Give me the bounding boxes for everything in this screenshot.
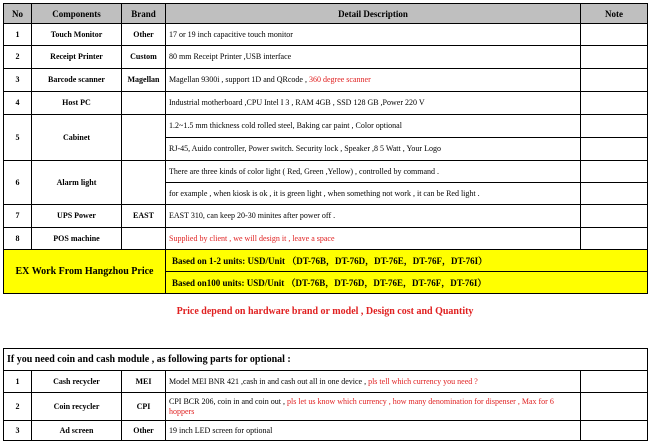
row-component: POS machine	[32, 228, 122, 250]
row-note	[581, 371, 648, 393]
optional-parts-title-row	[4, 349, 648, 371]
row-no: 5	[4, 115, 32, 161]
row-component: Receipt Printer	[32, 46, 122, 69]
row-no: 2	[4, 393, 32, 421]
detail-text: CPI BCR 206, coin in and coin out ,	[169, 396, 287, 406]
row-detail	[166, 393, 581, 421]
row-no: 4	[4, 92, 32, 115]
row-detail: EAST 310, can keep 20-30 minites after power off .	[166, 205, 581, 228]
row-component: UPS Power	[32, 205, 122, 228]
table-row	[4, 115, 648, 138]
price-1-2-units: Based on 1-2 units: USD/Unit （DT-76B，DT-76D，DT-76E，DT-76F，DT-76I）	[166, 250, 648, 272]
table-row	[4, 24, 648, 46]
row-component: Touch Monitor	[32, 24, 122, 46]
row-no: 3	[4, 421, 32, 441]
row-detail	[166, 371, 581, 393]
detail-highlight: 360 degree scanner	[308, 75, 371, 84]
table-row	[4, 393, 648, 421]
row-note	[581, 24, 648, 46]
table-row	[4, 228, 648, 250]
row-component: Cash recycler	[32, 371, 122, 393]
row-note	[581, 92, 648, 115]
row-component: Alarm light	[32, 161, 122, 205]
row-note	[581, 138, 648, 161]
row-note	[581, 205, 648, 228]
row-detail: 80 mm Receipt Printer ,USB interface	[166, 46, 581, 69]
table-row	[4, 161, 648, 183]
row-component: Coin recycler	[32, 393, 122, 421]
row-note	[581, 161, 648, 183]
optional-parts-title: If you need coin and cash module , as following parts for optional :	[4, 349, 648, 371]
row-detail: Supplied by client , we will design it , leave a space	[166, 228, 581, 250]
row-detail: Industrial motherboard ,CPU Intel I 3 , RAM 4GB , SSD 128 GB ,Power 220 V	[166, 92, 581, 115]
row-component: Barcode scanner	[32, 69, 122, 92]
table-row	[4, 371, 648, 393]
row-brand	[122, 92, 166, 115]
row-no: 2	[4, 46, 32, 69]
header-note: Note	[581, 4, 648, 24]
row-note	[581, 46, 648, 69]
row-note	[581, 115, 648, 138]
row-no: 6	[4, 161, 32, 205]
detail-highlight: pls tell which currency you need ?	[368, 376, 478, 386]
row-no: 7	[4, 205, 32, 228]
row-brand: Other	[122, 24, 166, 46]
price-100-units: Based on100 units: USD/Unit （DT-76B，DT-76D，DT-76E，DT-76F，DT-76I）	[166, 272, 648, 294]
header-components: Components	[32, 4, 122, 24]
row-component: Cabinet	[32, 115, 122, 161]
row-no: 1	[4, 24, 32, 46]
detail-text: Model MEI BNR 421 ,cash in and cash out all in one device ,	[169, 376, 369, 386]
row-brand: Custom	[122, 46, 166, 69]
spec-table-header	[4, 4, 648, 24]
row-brand: Other	[122, 421, 166, 441]
row-detail: 19 inch LED screen for optional	[166, 421, 581, 441]
row-detail	[166, 69, 581, 92]
header-no: No	[4, 4, 32, 24]
table-row	[4, 46, 648, 69]
row-brand	[122, 161, 166, 205]
row-brand: CPI	[122, 393, 166, 421]
row-component: Host PC	[32, 92, 122, 115]
price-row	[4, 250, 648, 272]
table-row	[4, 92, 648, 115]
row-detail: There are three kinds of color light ( Red, Green ,Yellow) , controlled by command .	[166, 161, 581, 183]
header-brand: Brand	[122, 4, 166, 24]
row-brand	[122, 115, 166, 161]
row-note	[581, 228, 648, 250]
row-note	[581, 393, 648, 421]
price-label: EX Work From Hangzhou Price	[4, 250, 166, 294]
table-row	[4, 205, 648, 228]
price-note: Price depend on hardware brand or model , Design cost and Quantity	[176, 306, 474, 317]
table-row	[4, 421, 648, 441]
detail-text: Magellan 9300i , support 1D and QRcode ,	[169, 75, 309, 84]
row-detail: 1.2~1.5 mm thickness cold rolled steel, Baking car paint , Color optional	[166, 115, 581, 138]
header-detail: Detail Description	[166, 4, 581, 24]
row-brand: Magellan	[122, 69, 166, 92]
detail-highlight: pls let us know which currency , how many denomination for dispenser , Max for 6 hoppers	[169, 396, 554, 416]
row-brand: MEI	[122, 371, 166, 393]
table-row	[4, 69, 648, 92]
row-note	[581, 183, 648, 205]
row-note	[581, 421, 648, 441]
row-detail: for example , when kiosk is ok , it is green light , when something not work , it can be Red light .	[166, 183, 581, 205]
row-brand	[122, 228, 166, 250]
row-no: 3	[4, 69, 32, 92]
optional-parts-table	[3, 348, 648, 441]
row-no: 1	[4, 371, 32, 393]
row-detail: 17 or 19 inch capacitive touch monitor	[166, 24, 581, 46]
row-detail: RJ-45, Auido controller, Power switch. Security lock , Speaker ,8 5 Watt , Your Logo	[166, 138, 581, 161]
row-component: Ad screen	[32, 421, 122, 441]
row-note	[581, 69, 648, 92]
row-brand: EAST	[122, 205, 166, 228]
row-no: 8	[4, 228, 32, 250]
spec-table	[3, 3, 648, 294]
